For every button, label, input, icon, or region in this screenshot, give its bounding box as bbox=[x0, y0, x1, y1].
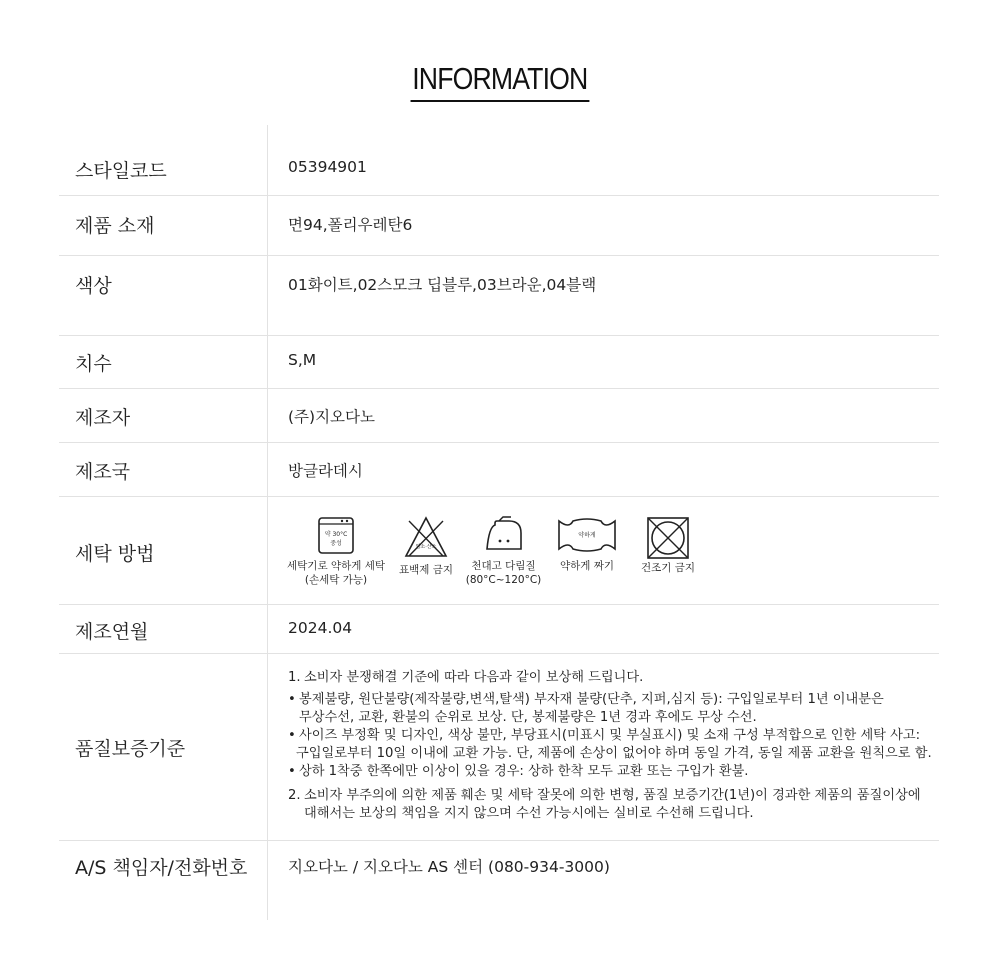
label-country: 제조국 bbox=[75, 461, 131, 483]
row-color bbox=[59, 256, 939, 336]
quality-text bbox=[288, 669, 932, 823]
care-item-iron bbox=[461, 515, 546, 587]
row-washing bbox=[59, 497, 939, 605]
label-quality: 품질보증기준 bbox=[75, 738, 186, 760]
row-date bbox=[59, 605, 939, 654]
label-material: 제품 소재 bbox=[75, 215, 155, 237]
iron-medium-icon bbox=[481, 515, 527, 555]
info-table bbox=[59, 142, 939, 891]
label-washing: 세탁 방법 bbox=[75, 543, 155, 565]
caption-iron: 천대고 다림질 (80°C~120°C) bbox=[465, 560, 542, 586]
svg-text:염소·산소: 염소·산소 bbox=[415, 544, 437, 550]
care-item-bleach bbox=[391, 515, 461, 587]
value-country: 방글라데시 bbox=[288, 462, 363, 480]
label-color: 색상 bbox=[75, 275, 112, 297]
no-bleach-icon bbox=[403, 515, 449, 559]
value-material: 면94,폴리우레탄6 bbox=[288, 216, 413, 234]
gentle-wring-icon bbox=[557, 515, 617, 555]
svg-text:약 30°C: 약 30°C bbox=[324, 531, 348, 538]
value-color: 01화이트,02스모크 딥블루,03브라운,04블랙 bbox=[288, 276, 597, 294]
caption-wash: 세탁기로 약하게 세탁 (손세탁 가능) bbox=[287, 560, 385, 586]
care-item-wash bbox=[281, 515, 391, 587]
quality-bullet-3: • 상하 1착중 한쪽에만 이상이 있을 경우: 상하 한착 모두 교환 또는 구입가 환불. bbox=[288, 764, 749, 779]
row-country bbox=[59, 443, 939, 497]
value-size: S,M bbox=[288, 351, 317, 369]
row-material bbox=[59, 196, 939, 256]
care-item-wring bbox=[546, 515, 628, 587]
svg-text:중성: 중성 bbox=[330, 540, 342, 547]
quality-item-2: 2. 소비자 부주의에 의한 제품 훼손 및 세탁 잘못에 의한 변형, 품질 보증기간(1년)이 경과한 제품의 품질이상에 대해서는 보상의 책임을 지지 않으며 수선 가능시에는 실비로 수선해 드립니다. bbox=[288, 788, 921, 821]
caption-wring: 약하게 짜기 bbox=[559, 560, 615, 572]
no-tumble-dry-icon bbox=[645, 515, 691, 561]
row-quality bbox=[59, 654, 939, 841]
caption-bleach: 표백제 금지 bbox=[398, 564, 454, 576]
caption-dry: 건조기 금지 bbox=[640, 562, 696, 574]
value-style-code: 05394901 bbox=[288, 158, 367, 176]
hand-wash-30-icon bbox=[317, 515, 355, 555]
page-title-wrap bbox=[0, 60, 1000, 102]
care-item-dry bbox=[628, 515, 708, 587]
row-maker bbox=[59, 389, 939, 443]
row-style-code bbox=[59, 142, 939, 196]
label-style-code: 스타일코드 bbox=[75, 160, 167, 182]
label-size: 치수 bbox=[75, 353, 112, 375]
value-maker: (주)지오다노 bbox=[288, 408, 375, 426]
label-maker: 제조자 bbox=[75, 407, 131, 429]
value-as: 지오다노 / 지오다노 AS 센터 (080-934-3000) bbox=[288, 858, 610, 876]
row-as bbox=[59, 841, 939, 891]
value-date: 2024.04 bbox=[288, 619, 353, 637]
quality-bullet-2: • 사이즈 부정확 및 디자인, 색상 불만, 부당표시(미표시 및 부실표시) 및 소재 구성 부적합으로 인한 세탁 사고: 구입일로부터 10일 이내에 교환 가능. 단, 제품에 손상이 없어야 하며 동일 가격, 동일 제품 교환을 원칙으로 함. bbox=[288, 728, 932, 761]
svg-text:약하게: 약하게 bbox=[578, 532, 596, 539]
label-as: A/S 책임자/전화번호 bbox=[75, 857, 248, 879]
page-title: INFORMATION bbox=[411, 60, 590, 102]
label-date: 제조연월 bbox=[75, 621, 149, 643]
row-size bbox=[59, 336, 939, 389]
quality-bullet-1: • 봉제불량, 원단불량(제작불량,변색,탈색) 부자재 불량(단추, 지퍼,심지 등): 구입일로부터 1년 이내분은 무상수선, 교환, 환불의 순위로 보상. 단, 봉제불량은 1년 경과 후에도 무상 수선. bbox=[288, 692, 884, 725]
quality-item-1: 1. 소비자 분쟁해결 기준에 따라 다음과 같이 보상해 드립니다. bbox=[288, 670, 644, 685]
care-icons bbox=[281, 515, 708, 587]
